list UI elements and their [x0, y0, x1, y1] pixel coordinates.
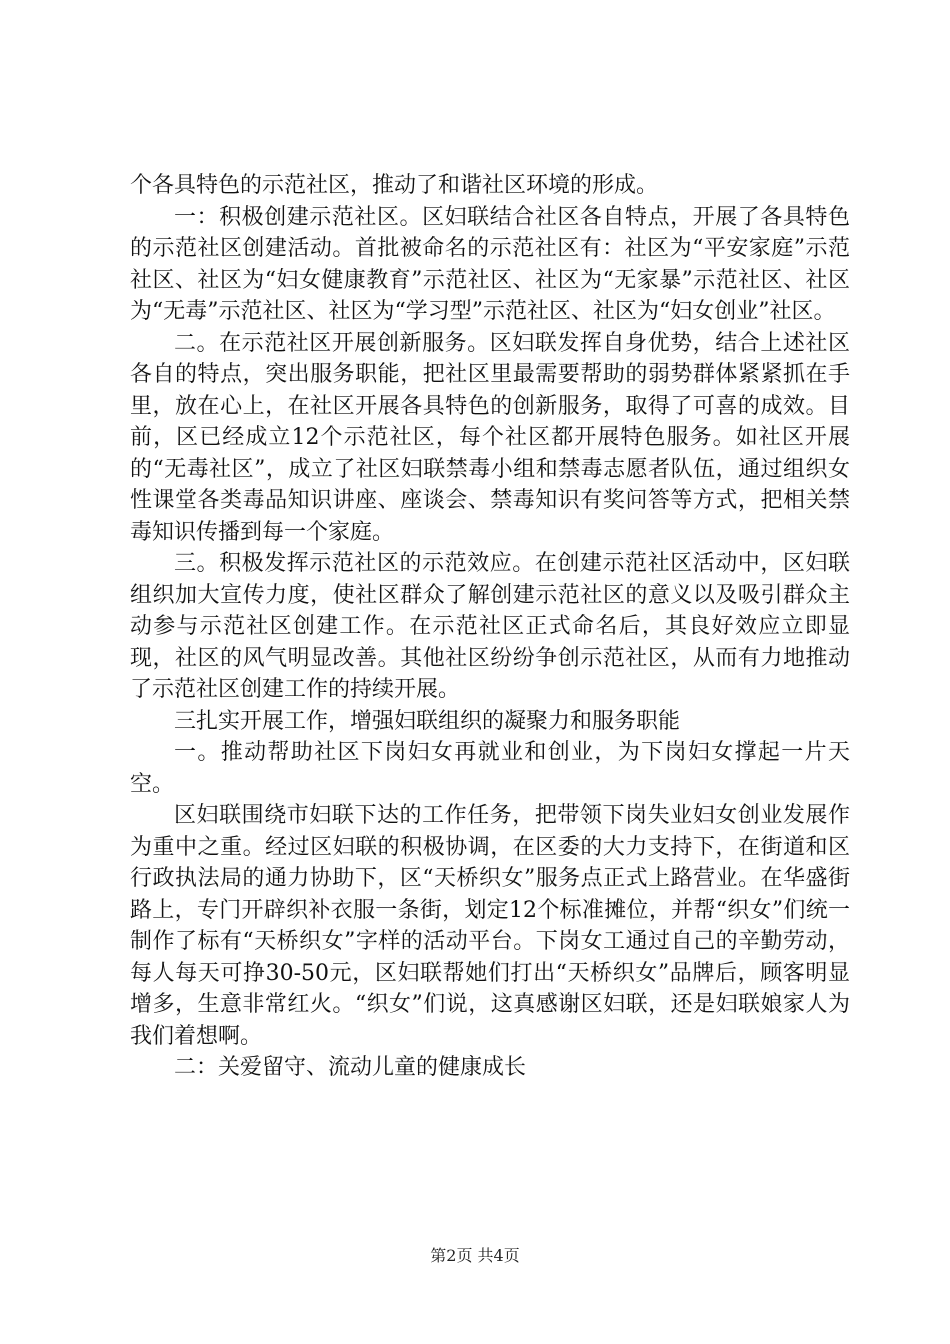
section-heading: 三扎实开展工作，增强妇联组织的凝聚力和服务职能	[174, 708, 681, 734]
document-body	[130, 170, 850, 1084]
page-number-footer: 第2页 共4页	[430, 1246, 520, 1265]
paragraph-body: 区妇联围绕市妇联下达的工作任务，把带领下岗失业妇女创业发展作为重中之重。经过区妇联的积极协调，在区委的大力支持下，在街道和区行政执法局的通力协助下，区“天桥织女”服务点正式上路营业。在华盛街路上，专门开辟织补衣服一条街，划定12个标准摊位，并帮“织女”们统一制作了标有“天桥织女”字样的活动平台。下岗女工通过自己的辛勤劳动，每人每天可挣30-50元，区妇联帮她们打出“天桥织女”品牌后，顾客明显增多，生意非常红火。“织女”们说，这真感谢区妇联，还是妇联娘家人为我们着想啊。	[130, 803, 850, 1049]
paragraph-subitem-two: 二：关爱留守、流动儿童的健康成长	[174, 1055, 527, 1080]
paragraph-item-two: 二。在示范社区开展创新服务。区妇联发挥自身优势，结合上述社区各自的特点，突出服务职能，把社区里最需要帮助的弱势群体紧紧抓在手里，放在心上，在社区开展各具特色的创新服务，取得了可喜的成效。目前，区已经成立12个示范社区，每个社区都开展特色服务。如社区开展的“无毒社区”，成立了社区妇联禁毒小组和禁毒志愿者队伍，通过组织女性课堂各类毒品知识讲座、座谈会、禁毒知识有奖问答等方式，把相关禁毒知识传播到每一个家庭。	[130, 330, 850, 545]
paragraph-item-three: 三。积极发挥示范社区的示范效应。在创建示范社区活动中，区妇联组织加大宣传力度，使社区群众了解创建示范社区的意义以及吸引群众主动参与示范社区创建工作。在示范社区正式命名后，其良好效应立即显现，社区的风气明显改善。其他社区纷纷争创示范社区，从而有力地推动了示范社区创建工作的持续开展。	[130, 551, 850, 702]
paragraph-item-one: 一：积极创建示范社区。区妇联结合社区各自特点，开展了各具特色的示范社区创建活动。首批被命名的示范社区有：社区为“平安家庭”示范社区、社区为“妇女健康教育”示范社区、社区为“无家暴”示范社区、社区为“无毒”示范社区、社区为“学习型”示范社区、社区为“妇女创业”社区。	[130, 204, 850, 324]
paragraph-subitem-one: 一。推动帮助社区下岗妇女再就业和创业，为下岗妇女撑起一片天空。	[130, 740, 850, 797]
paragraph-continuation: 个各具特色的示范社区，推动了和谐社区环境的形成。	[130, 173, 659, 198]
